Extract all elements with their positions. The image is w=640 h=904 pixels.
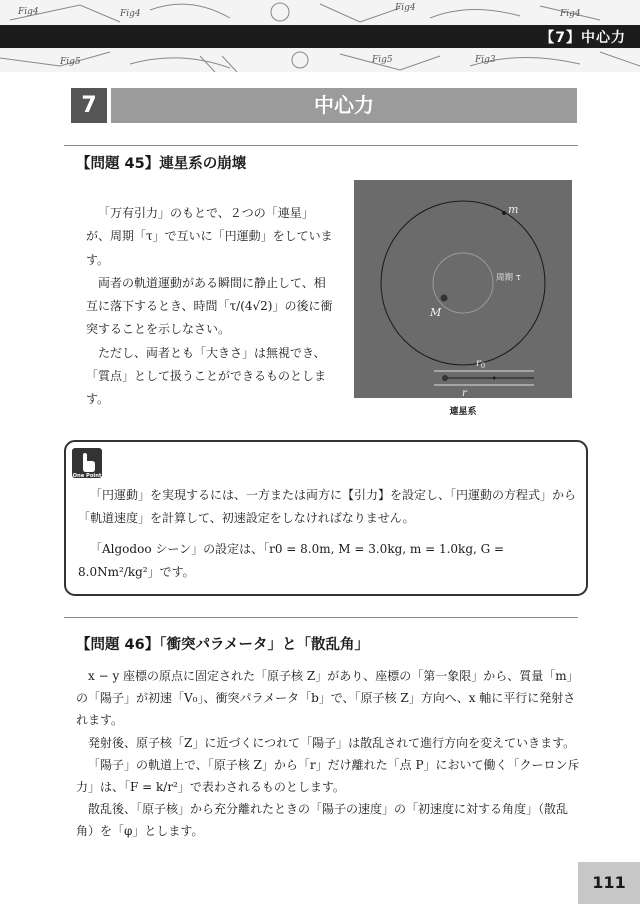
inner-orbit — [433, 253, 493, 313]
banner-label: Fig4 — [560, 9, 581, 19]
problem-45-body — [86, 202, 336, 412]
label-r: r — [462, 388, 467, 398]
label-m: m — [508, 203, 519, 216]
paragraph: 両者の軌道運動がある瞬間に静止して、相互に落下するとき、時間「τ/(4√2)」の後に衝突することを示しなさい。 — [86, 275, 333, 337]
paragraph: 「Algodoo シーン」の設定は、「r0 = 8.0m, M = 3.0kg, m = 1.0kg, G = 8.0Nm²/kg²」です。 — [78, 542, 505, 579]
section-title: 中心力 — [111, 88, 577, 123]
chapter-label: 【7】中心力 — [540, 30, 626, 46]
page-number: 111 — [578, 862, 640, 904]
paragraph: 散乱後、「原子核」から充分離れたときの「陽子の速度」の「初速度に対する角度」（散乱角）を「φ」とします。 — [76, 802, 569, 839]
label-r0: $r_0$ — [476, 358, 486, 370]
pointing-hand-icon — [72, 448, 102, 478]
chapter-bar — [0, 25, 640, 48]
problem-46-body — [76, 665, 580, 843]
binary-star-diagram — [354, 180, 572, 398]
banner-label: Fig4 — [120, 9, 141, 19]
paragraph: ただし、両者とも「大きさ」は無視でき、「質点」として扱うことができるものとします。 — [86, 345, 327, 407]
one-point-box — [64, 440, 588, 596]
divider — [64, 617, 578, 618]
one-point-body — [78, 484, 580, 592]
banner-label: Fig5 — [372, 55, 393, 65]
label-M: M — [430, 306, 442, 319]
diagram-caption: 連星系 — [449, 407, 477, 417]
banner-label: Fig3 — [475, 55, 496, 65]
r-marker-M — [442, 375, 448, 381]
outer-orbit — [381, 201, 545, 365]
paragraph: 「万有引力」のもとで、２つの「連星」が、周期「τ」で互いに「円運動」をしています。 — [86, 206, 333, 267]
star-M — [441, 295, 448, 302]
label-period: 周期 τ — [496, 273, 521, 283]
paragraph: 「円運動」を実現するには、一方または両方に【引力】を設定し、「円運動の方程式」から「軌道速度」を計算して、初速設定をしなければなりません。 — [78, 488, 577, 525]
paragraph: 「陽子」の軌道上で、「原子核 Z」から「r」だけ離れた「点 P」において働く「クーロン斥力」は、「F = k/r²」で表わされるものとします。 — [76, 757, 580, 795]
paragraph: 発射後、原子核「Z」に近づくにつれて「陽子」は散乱されて進行方向を変えていきます。 — [88, 735, 576, 750]
banner-label: Fig5 — [60, 57, 81, 67]
paragraph: x − y 座標の原点に固定された「原子核 Z」があり、座標の「第一象限」から、質量「m」の「陽子」が初速「V₀」、衝突パラメータ「b」で、「原子核 Z」方向へ、x 軸に平行に発射されます。 — [76, 669, 579, 728]
one-point-badge: One Point — [72, 473, 102, 478]
star-m — [502, 211, 506, 215]
section-number: 7 — [71, 88, 107, 123]
problem-46-title: 【問題 46】「衝突パラメータ」と「散乱角」 — [76, 637, 370, 653]
banner-label: Fig4 — [18, 7, 39, 17]
divider — [64, 145, 578, 146]
r-marker-m — [493, 377, 496, 380]
diagram-canvas — [354, 180, 572, 398]
problem-45-title: 【問題 45】連星系の崩壊 — [76, 156, 247, 172]
header-banner — [0, 0, 640, 72]
banner-label: Fig4 — [395, 3, 416, 13]
